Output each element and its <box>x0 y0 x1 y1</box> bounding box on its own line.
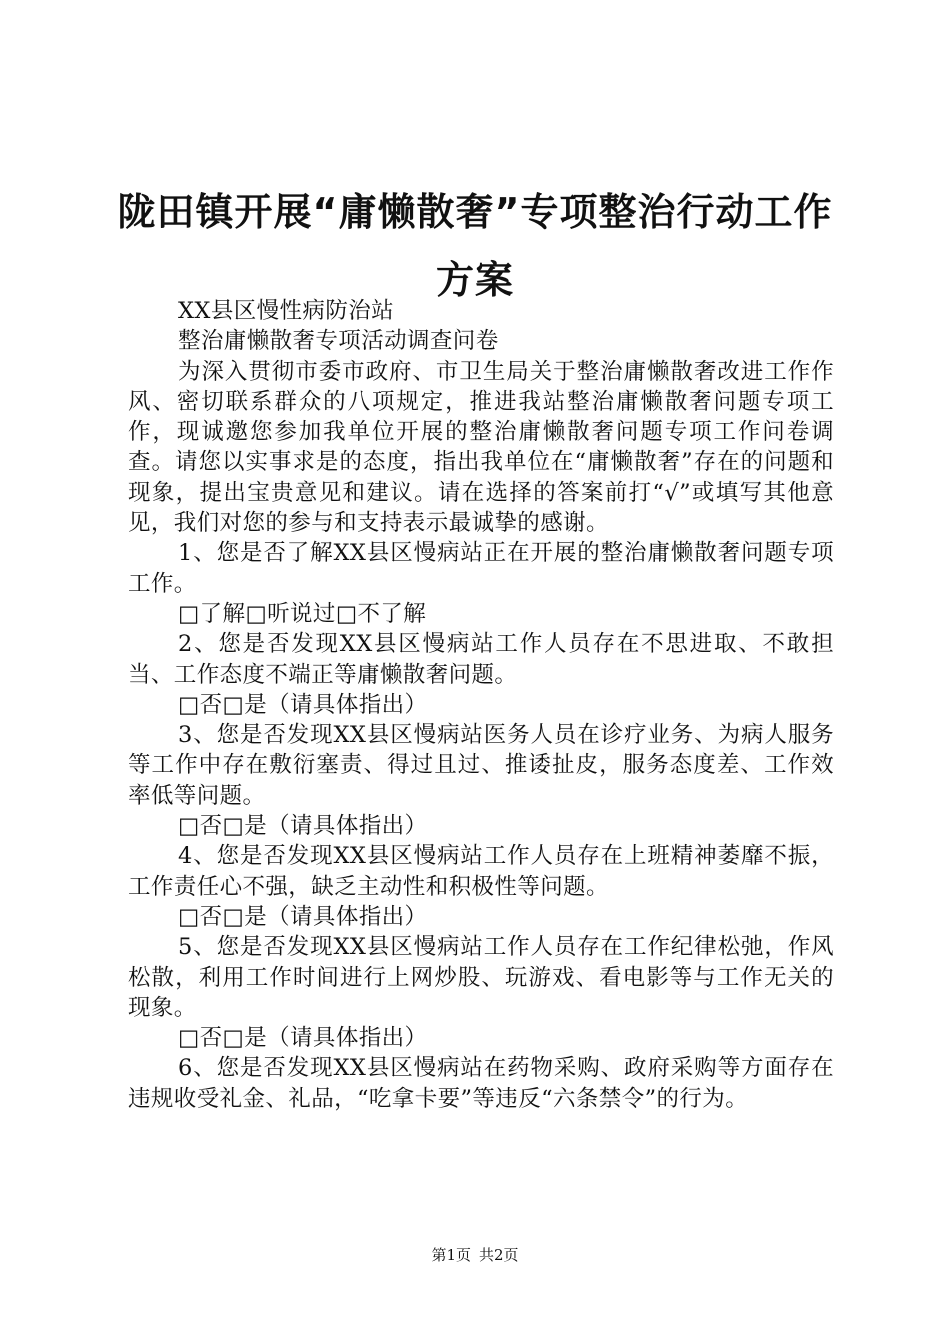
document-body <box>128 296 834 1114</box>
unit-name: XX县区慢性病防治站 <box>178 298 395 324</box>
question-3-options: □否□是（请具体指出） <box>178 813 428 840</box>
question-2-options: □否□是（请具体指出） <box>178 691 428 718</box>
question-4-options: □否□是（请具体指出） <box>178 903 428 930</box>
intro-paragraph: 为深入贯彻市委市政府、市卫生局关于整治庸懒散奢改进工作作风、密切联系群众的八项规定，推进我站整治庸懒散奢问题专项工作，现诚邀您参加我单位开展的整治庸懒散奢问题专项工作问卷调查。请您以实事求是的态度，指出我单位在“庸懒散奢”存在的问题和现象，提出宝贵意见和建议。请在选择的答案前打“√”或填写其他意见，我们对您的参与和支持表示最诚挚的感谢。 <box>128 358 834 537</box>
page-number: 第1页 <box>431 1246 471 1264</box>
question-6: 6、您是否发现XX县区慢病站在药物采购、政府采购等方面存在违规收受礼金、礼品，“吃拿卡要”等违反“六条禁令”的行为。 <box>128 1055 834 1112</box>
survey-title: 整治庸懒散奢专项活动调查问卷 <box>178 328 499 355</box>
question-1: 1、您是否了解XX县区慢病站正在开展的整治庸懒散奢问题专项工作。 <box>128 540 834 597</box>
question-3: 3、您是否发现XX县区慢病站医务人员在诊疗业务、为病人服务等工作中存在敷衍塞责、得过且过、推诿扯皮，服务态度差、工作效率低等问题。 <box>128 722 834 809</box>
document-title: 陇田镇开展“庸懒散奢”专项整治行动工作方案 <box>117 190 833 302</box>
page-footer <box>0 1245 950 1265</box>
question-5: 5、您是否发现XX县区慢病站工作人员存在工作纪律松弛，作风松散，利用工作时间进行上网炒股、玩游戏、看电影等与工作无关的现象。 <box>128 934 834 1021</box>
question-2: 2、您是否发现XX县区慢病站工作人员存在不思进取、不敢担当、工作态度不端正等庸懒散奢问题。 <box>128 631 834 688</box>
question-5-options: □否□是（请具体指出） <box>178 1025 428 1052</box>
question-4: 4、您是否发现XX县区慢病站工作人员存在上班精神萎靡不振，工作责任心不强，缺乏主动性和积极性等问题。 <box>128 843 834 900</box>
question-1-options: □了解□听说过□不了解 <box>178 600 427 627</box>
page-total: 共2页 <box>479 1246 519 1264</box>
